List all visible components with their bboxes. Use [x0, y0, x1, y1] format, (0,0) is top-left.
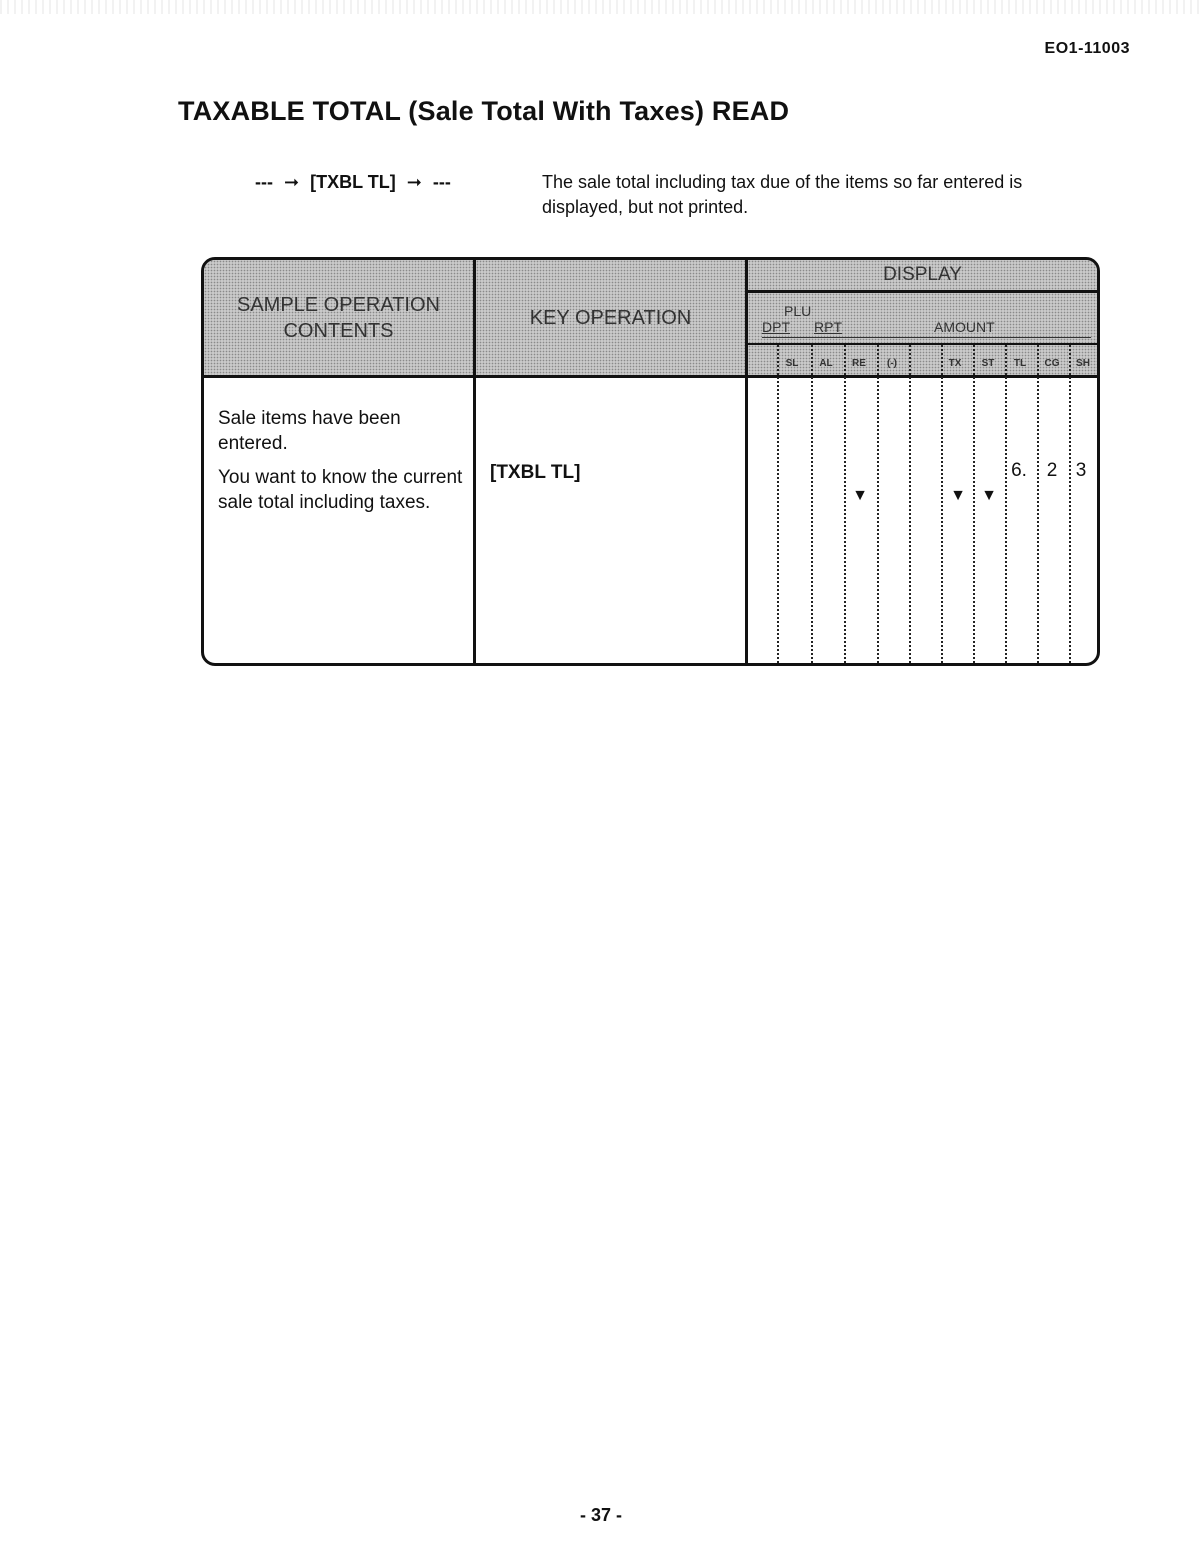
right-arrow-icon: ➞ — [284, 172, 300, 192]
key-header-label: KEY OPERATION — [529, 306, 692, 329]
sample-text-1: Sale items have been entered. — [218, 408, 401, 454]
indicator-re-marker-icon: ▼ — [852, 487, 868, 504]
display-header: DISPLAY — [748, 260, 1097, 293]
indicator-re: RE — [852, 358, 866, 369]
rpt-label: RPT — [814, 319, 842, 335]
display-digit: 6. — [1011, 460, 1027, 481]
subheader-underline — [762, 337, 1091, 338]
sample-operation-header — [204, 260, 473, 378]
operation-table — [201, 257, 1100, 666]
display-divider — [973, 345, 975, 663]
display-digit: 3 — [1075, 460, 1087, 481]
sample-header-line2: CONTENTS — [283, 319, 394, 342]
indicator-tx-marker-icon: ▼ — [950, 487, 966, 504]
scan-noise-band — [0, 0, 1202, 14]
indicator-st: ST — [981, 358, 995, 369]
amount-label: AMOUNT — [934, 319, 995, 335]
indicator-sh: SH — [1076, 358, 1090, 369]
display-divider — [909, 345, 911, 663]
key-operation-header — [476, 260, 745, 378]
sample-operation-contents — [218, 406, 463, 524]
display-divider — [1037, 345, 1039, 663]
display-subheader — [748, 293, 1097, 345]
indicator-tx: TX — [948, 358, 962, 369]
document-id: EO1-11003 — [1044, 40, 1130, 57]
indicator-al: AL — [819, 358, 833, 369]
display-divider — [777, 345, 779, 663]
dpt-label: DPT — [762, 319, 790, 335]
indicator-minus: (-) — [887, 358, 897, 369]
operation-sequence — [255, 172, 451, 193]
plu-label: PLU — [784, 303, 812, 319]
sample-operation-column — [204, 260, 476, 663]
operation-description: The sale total including tax due of the items so far entered is displayed, but not printed. — [542, 172, 1023, 217]
sample-header-line1: SAMPLE OPERATION — [236, 293, 440, 316]
indicator-sl: SL — [785, 358, 799, 369]
indicator-cg: CG — [1044, 358, 1060, 369]
display-divider — [1069, 345, 1071, 663]
key-operation-column — [476, 260, 748, 663]
display-divider — [941, 345, 943, 663]
page-title: TAXABLE TOTAL (Sale Total With Taxes) READ — [178, 96, 790, 126]
indicator-row — [748, 345, 1097, 378]
display-divider — [844, 345, 846, 663]
indicator-tl: TL — [1013, 358, 1027, 369]
key-operation-value: [TXBL TL] — [490, 462, 581, 483]
right-arrow-icon: ➞ — [406, 172, 422, 192]
operation-suffix: --- — [432, 172, 451, 192]
sample-text-2: You want to know the current sale total including taxes. — [218, 467, 463, 513]
page-number: - 37 - — [579, 1505, 622, 1525]
display-column — [748, 260, 1097, 663]
operation-key: [TXBL TL] — [310, 172, 396, 192]
display-divider — [877, 345, 879, 663]
operation-prefix: --- — [255, 172, 273, 192]
indicator-st-marker-icon: ▼ — [981, 487, 997, 504]
display-digit: 2 — [1046, 460, 1058, 481]
display-divider — [1005, 345, 1007, 663]
display-divider — [811, 345, 813, 663]
